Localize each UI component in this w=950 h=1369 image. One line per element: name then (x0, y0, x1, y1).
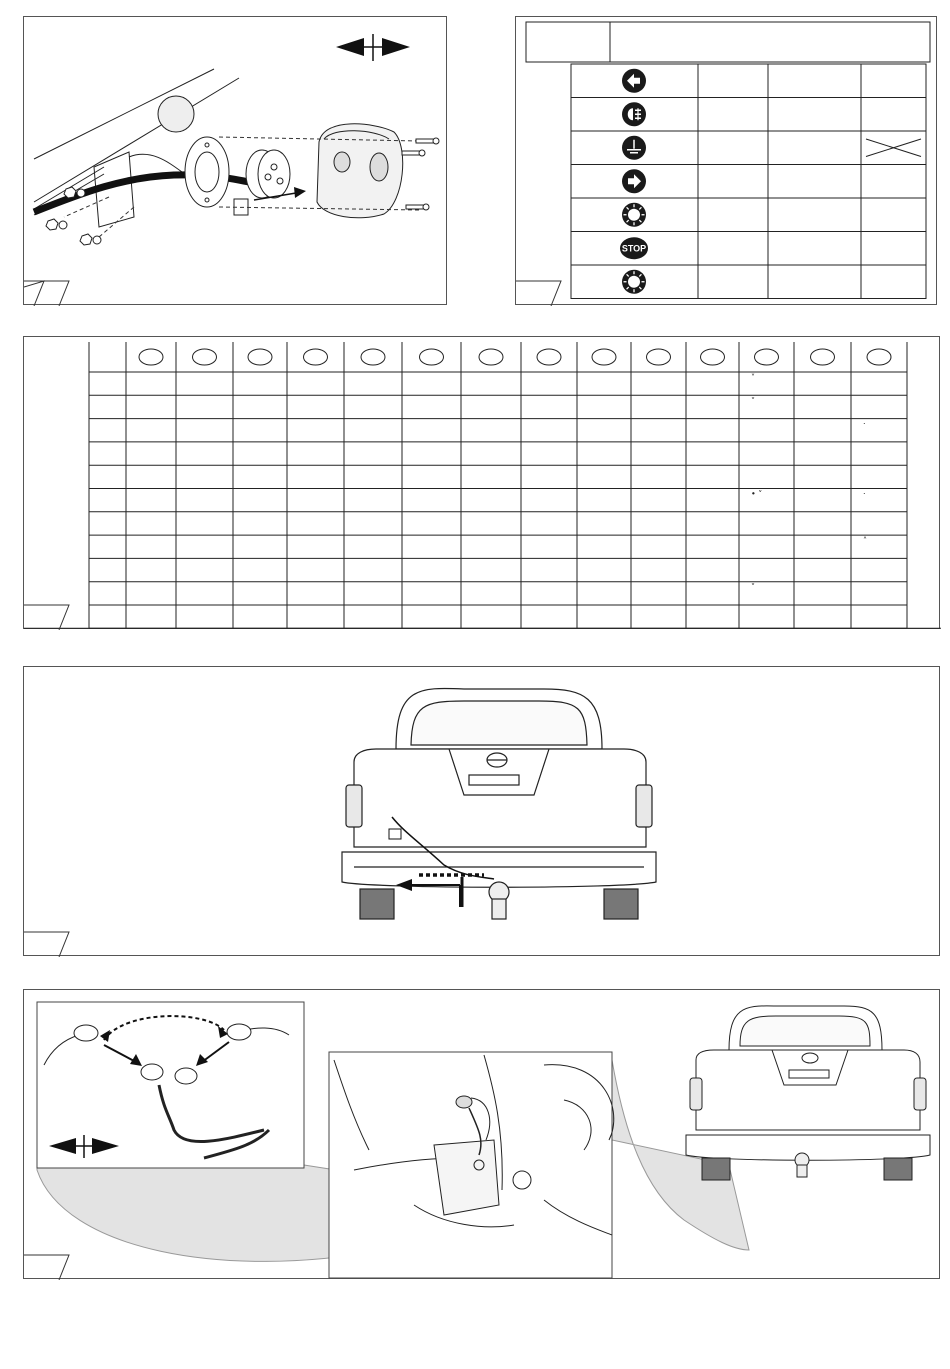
column-header-circle (755, 349, 779, 365)
page-corner-icon (24, 932, 69, 957)
grid-tick-mark: ˅ (751, 582, 755, 592)
column-header-circle (304, 349, 328, 365)
pin-cell (768, 98, 861, 132)
pin-row (571, 131, 926, 165)
pin-cell (768, 64, 861, 98)
pin-cell (698, 64, 768, 98)
page-corner-icon (24, 1255, 69, 1280)
column-header-circle (479, 349, 503, 365)
pin-cell (698, 165, 768, 199)
pin-row (571, 198, 926, 232)
right-tire (604, 889, 638, 919)
column-header-circle (248, 349, 272, 365)
tighten-arrows-icon (336, 34, 410, 61)
column-header-circle (537, 349, 561, 365)
pin-cell (768, 265, 861, 299)
pin-cell (698, 232, 768, 266)
pin-row (571, 165, 926, 199)
grid-tick-mark: • ˅ (751, 489, 763, 499)
pin-cell (861, 232, 926, 266)
pin-function-table (516, 17, 938, 306)
stop-light-icon (620, 237, 648, 259)
stop-icon-label: STOP (621, 243, 647, 254)
column-header-circle (647, 349, 671, 365)
truck-rear-small-drawing (686, 1006, 930, 1180)
column-header-circle (139, 349, 163, 365)
pin-cell (698, 265, 768, 299)
left-tail-lamp (346, 785, 362, 827)
page-corner-icon (516, 281, 561, 306)
pin-cell (698, 198, 768, 232)
right-turn-arrow-icon (622, 169, 646, 193)
right-tail-lamp (636, 785, 652, 827)
left-turn-arrow-icon (622, 69, 646, 93)
column-header-circle (701, 349, 725, 365)
pin-cell (861, 165, 926, 199)
pin-row (571, 64, 926, 98)
grid-table (24, 337, 941, 630)
grid-tick-mark: · (863, 489, 866, 499)
page-corner-icon (24, 605, 69, 630)
table-header-right (610, 22, 930, 62)
ground-icon (622, 136, 646, 160)
pin-cell (861, 64, 926, 98)
pin-cell (768, 165, 861, 199)
socket-mount (456, 1096, 472, 1108)
tail-light-icon (622, 203, 646, 227)
column-header-circle (361, 349, 385, 365)
grid-tick-mark: ˄ (863, 536, 867, 546)
pin-cell (768, 198, 861, 232)
socket-plate-drawing (185, 137, 229, 207)
pin-row (571, 98, 926, 132)
column-header-circle (867, 349, 891, 365)
panel-connector-detail (23, 989, 940, 1279)
panel-pin-function-table (515, 16, 937, 305)
grid-tick-mark: · (863, 419, 866, 429)
pin-cell (861, 198, 926, 232)
left-tire (360, 889, 394, 919)
pin-cell (698, 98, 768, 132)
column-header-circle (420, 349, 444, 365)
pin-cell (698, 131, 768, 165)
socket-cover-drawing (317, 124, 403, 218)
fog-light-icon (622, 102, 646, 126)
column-header-circle (592, 349, 616, 365)
pin-row (571, 265, 926, 299)
truck-rear-routing-drawing (24, 667, 941, 957)
pin-cell (861, 265, 926, 299)
socket-exploded-drawing (24, 17, 448, 306)
grid-tick-mark: ˅ (751, 373, 755, 382)
pin-row (571, 232, 926, 266)
column-header-circle (811, 349, 835, 365)
pin-cell (768, 131, 861, 165)
panel-vehicle-grid-table (23, 336, 940, 629)
tail-light-right-icon (622, 270, 646, 294)
grid-tick-mark: ˅ (751, 396, 755, 406)
nuts-drawing (46, 187, 101, 245)
panel-cable-routing-rear-view (23, 666, 940, 956)
panel-socket-assembly (23, 16, 447, 305)
connector-detail-drawing (24, 990, 941, 1280)
pin-cell (768, 232, 861, 266)
connector-inset-box (37, 1002, 304, 1168)
screws-drawing (402, 138, 439, 210)
pin-cell (861, 98, 926, 132)
page-corner-icon (24, 281, 44, 306)
column-header-circle (193, 349, 217, 365)
table-header-left (526, 22, 610, 62)
